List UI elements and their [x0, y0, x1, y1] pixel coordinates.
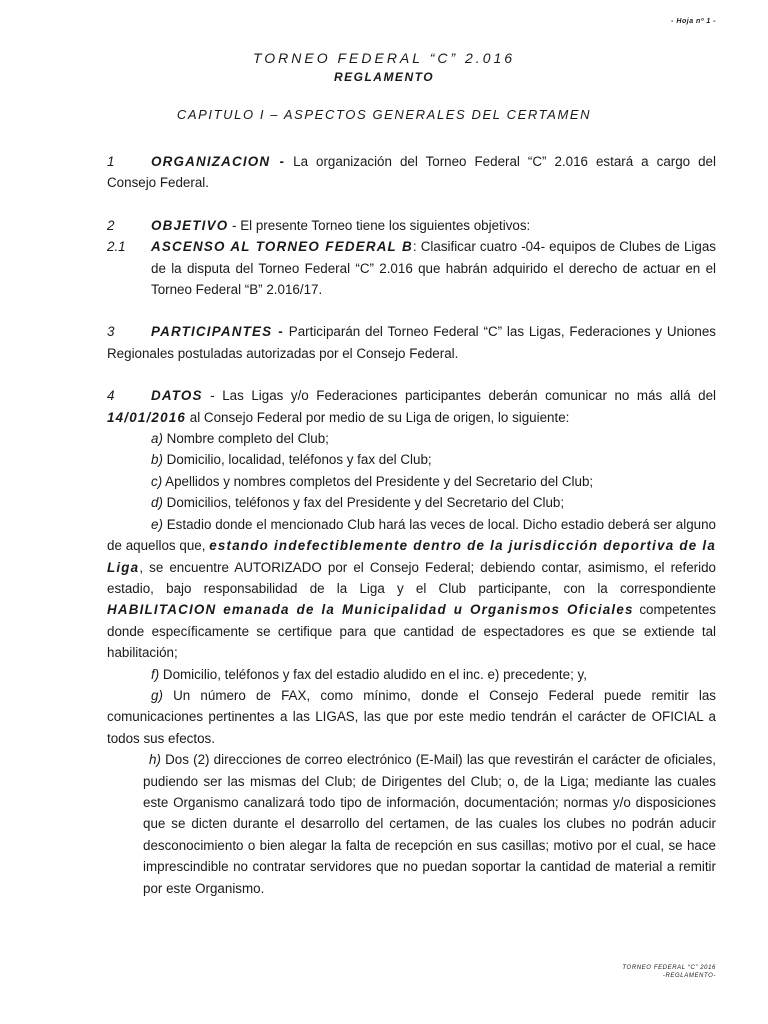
section-text: : Clasificar cuatro -04- equipos de Clubes de Ligas de la disputa del Torneo Federal “C” 2.016 que habrán adquirido el derecho de actuar en el Torneo Federal “B” 2.016/17. [151, 239, 716, 298]
document-title: TORNEO FEDERAL “C” 2.016 [252, 50, 516, 66]
section-1 [107, 151, 716, 194]
section-heading: DATOS [151, 388, 203, 404]
sheet-number: - Hoja nº 1 - [671, 18, 716, 25]
list-item-h [107, 749, 716, 899]
item-label: a) [151, 431, 163, 447]
page-footer [622, 964, 716, 980]
section-4 [107, 385, 716, 428]
section-text: al Consejo Federal por medio de su Liga de origen, lo siguiente: [186, 409, 570, 425]
item-label: e) [151, 516, 163, 532]
document-subtitle: REGLAMENTO [333, 70, 435, 84]
section-number: 3 [107, 324, 115, 340]
section-number: 4 [107, 388, 115, 404]
item-text: Dos (2) direcciones de correo electrónico (E-Mail) las que revestirán el carácter de oficiales, pudiendo ser las mismas del Club; de Dirigentes del Club; o, de la Liga; mediante las cuales este Organismo canalizará todo tipo de información, documentación; normas y/o disposiciones que se dicten durante el desarrollo del certamen, de las cuales los clubes no podrán aducir desconocimiento o bien alegar la falta de recepción en sus casillas; motivo por el cual, se hace imprescindible no contratar servidores que no puedan soportar la cantidad de material a remitir por este Organismo. [143, 752, 716, 896]
chapter-title: CAPITULO I – ASPECTOS GENERALES DEL CERTAMEN [176, 107, 592, 122]
item-text: competentes donde específicamente se certifique para que cantidad de espectadores es que se extiende tal habilitación; [107, 602, 716, 661]
section-2 [107, 215, 716, 236]
section-text: La organización del Torneo Federal “C” 2.016 estará a cargo del Consejo Federal. [107, 154, 716, 191]
section-heading: OBJETIVO [151, 217, 229, 233]
section-3 [107, 321, 716, 364]
list-item-b [107, 449, 716, 470]
section-number: 2 [107, 217, 115, 233]
section-text: - El presente Torneo tiene los siguientes objetivos: [228, 217, 531, 233]
section-text: Participarán del Torneo Federal “C” las Ligas, Federaciones y Uniones Regionales postuladas autorizadas por el Consejo Federal. [107, 324, 717, 361]
list-item-f [107, 664, 716, 685]
list-item-e [107, 514, 716, 664]
item-label: g) [151, 687, 163, 703]
item-text: Nombre completo del Club; [162, 431, 329, 447]
item-label: d) [151, 495, 163, 511]
section-text: - Las Ligas y/o Federaciones participantes deberán comunicar no más allá del [202, 388, 716, 404]
footer-subtitle: -REGLAMENTO- [662, 973, 716, 979]
list-item-a [107, 428, 716, 449]
section-heading: PARTICIPANTES - [151, 324, 284, 340]
section-number: 2.1 [107, 239, 126, 255]
item-label: b) [151, 452, 163, 468]
item-text: , se encuentre AUTORIZADO por el Consejo Federal; debiendo contar, asimismo, el referido estadio, bajo responsabilidad de la Liga y el Club participante, con la correspondiente [107, 559, 716, 596]
deadline-date: 14/01/2016 [107, 409, 187, 425]
item-label: c) [151, 473, 163, 489]
section-number: 1 [107, 154, 115, 169]
item-label: f) [151, 666, 160, 682]
list-item-g [107, 685, 716, 749]
item-text: Domicilio, localidad, teléfonos y fax del Club; [162, 452, 432, 468]
item-text: Domicilios, teléfonos y fax del Presidente y del Secretario del Club; [162, 495, 565, 511]
item-text: Domicilio, teléfonos y fax del estadio aludido en el inc. e) precedente; y, [159, 666, 587, 682]
item-label: h) [149, 752, 161, 768]
item-text: Estadio donde el mencionado Club hará las veces de local. Dicho estadio deberá ser alguno de aquellos que, [107, 516, 716, 554]
document-body [107, 151, 716, 899]
section-heading: ORGANIZACION - [151, 154, 286, 169]
list-item-d [107, 492, 716, 513]
footer-title: TORNEO FEDERAL “C” 2016 [622, 965, 716, 971]
item-text: Apellidos y nombres completos del Presidente y del Secretario del Club; [162, 473, 594, 489]
section-heading: ASCENSO AL TORNEO FEDERAL B [151, 239, 413, 255]
section-2-1 [107, 236, 716, 300]
item-emphasis: HABILITACION emanada de la Municipalidad u Organismos Oficiales [107, 602, 634, 618]
item-emphasis: estando indefectiblemente dentro de la jurisdicción deportiva de la Liga [107, 538, 716, 575]
list-item-c [107, 471, 716, 492]
item-text: Un número de FAX, como mínimo, donde el Consejo Federal puede remitir las comunicaciones pertinentes a las LIGAS, las que por este medio tendrán el carácter de OFICIAL a todos sus efectos. [107, 687, 716, 746]
